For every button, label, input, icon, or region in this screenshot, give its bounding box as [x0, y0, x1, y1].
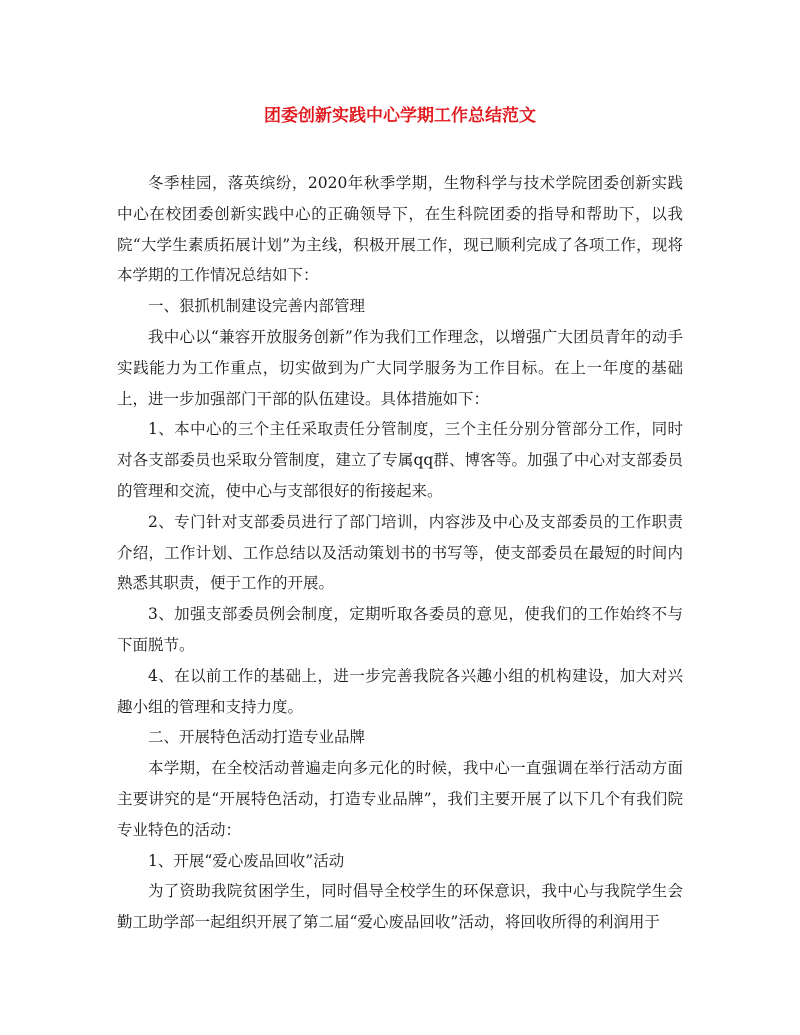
- list-item-2: 2、专门针对支部委员进行了部门培训，内容涉及中心及支部委员的工作职责介绍，工作计划、工作总结以及活动策划书的书写等，使支部委员在最短的时间内熟悉其职责，便于工作的开展。: [117, 512, 683, 593]
- intro-paragraph: 冬季桂园，落英缤纷，2020年秋季学期，生物科学与技术学院团委创新实践中心在校团委创新实践中心的正确领导下，在生科院团委的指导和帮助下，以我院“大学生素质拓展计划”为主线，积极开展工作，现已顺利完成了各项工作，现将本学期的工作情况总结如下：: [117, 174, 683, 285]
- body-paragraph: 为了资助我院贫困学生，同时倡导全校学生的环保意识，我中心与我院学生会勤工助学部一起组织开展了第二届“爱心废品回收”活动，将回收所得的利润用于: [117, 882, 683, 932]
- list-item-1: 1、本中心的三个主任采取责任分管制度，三个主任分别分管部分工作，同时对各支部委员也采取分管制度，建立了专属qq群、博客等。加强了中心对支部委员的管理和交流，使中心与支部很好的衔接起来。: [117, 420, 683, 500]
- body-paragraph: 我中心以“兼容开放服务创新”作为我们工作理念，以增强广大团员青年的动手实践能力为工作重点，切实做到为广大同学服务为工作目标。在上一年度的基础上，进一步加强部门干部的队伍建设。具体措施如下：: [117, 327, 683, 408]
- section-heading-2: 二、开展特色活动打造专业品牌: [148, 728, 366, 747]
- body-paragraph: 本学期，在全校活动普遍走向多元化的时候，我中心一直强调在举行活动方面主要讲究的是“开展特色活动，打造专业品牌”，我们主要开展了以下几个有我们院专业特色的活动：: [117, 759, 683, 839]
- document-title: 团委创新实践中心学期工作总结范文: [264, 106, 536, 126]
- list-item-3: 3、加强支部委员例会制度，定期听取各委员的意见，使我们的工作始终不与下面脱节。: [117, 605, 683, 654]
- document-body: [117, 168, 683, 938]
- section-heading-1: 一、狠抓机制建设完善内部管理: [148, 297, 366, 316]
- list-item-4: 4、在以前工作的基础上，进一步完善我院各兴趣小组的机构建设，加大对兴趣小组的管理和支持力度。: [117, 666, 683, 716]
- subheading-activity-1: 1、开展“爱心废品回收”活动: [148, 851, 345, 870]
